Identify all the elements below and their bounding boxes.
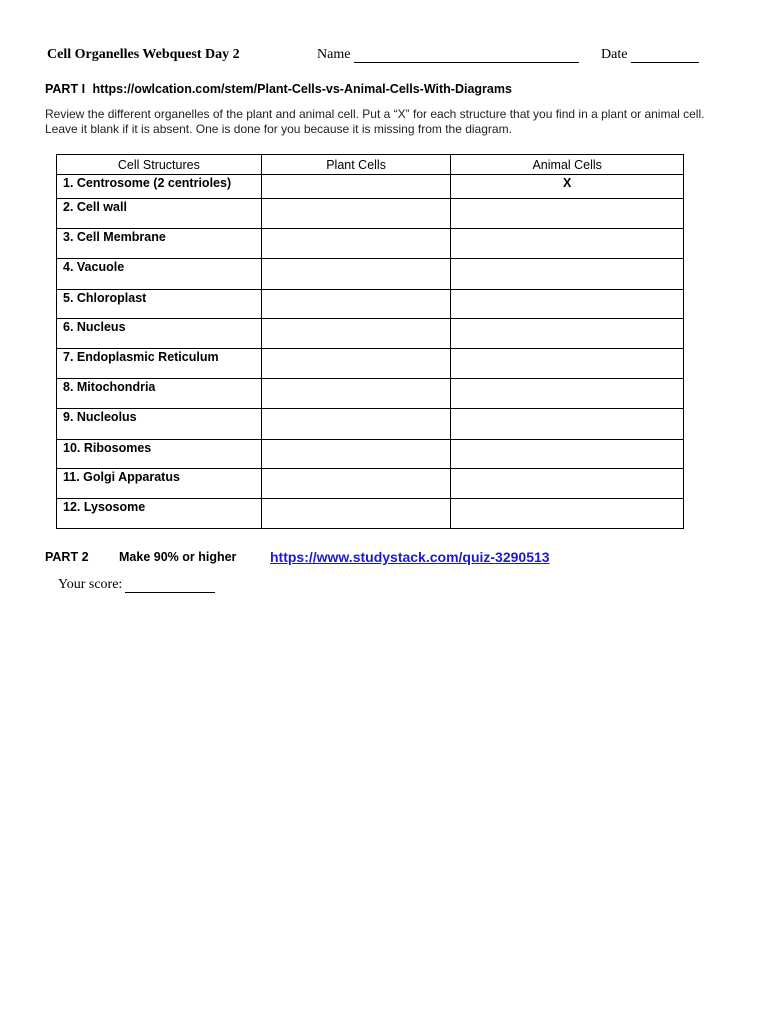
structure-cell: 4. Vacuole: [57, 259, 262, 290]
date-field[interactable]: [601, 47, 699, 63]
structure-cell: 5. Chloroplast: [57, 290, 262, 319]
animal-cell-mark[interactable]: [451, 379, 684, 409]
plant-cell-mark[interactable]: [261, 440, 451, 469]
organelle-table: [56, 154, 684, 529]
part1-heading: [45, 82, 512, 96]
part1-url: https://owlcation.com/stem/Plant-Cells-vs-Animal-Cells-With-Diagrams: [92, 82, 512, 96]
structure-cell: 6. Nucleus: [57, 319, 262, 349]
animal-cell-mark[interactable]: [451, 469, 684, 499]
structure-cell: 1. Centrosome (2 centrioles): [57, 175, 262, 199]
part2-goal: Make 90% or higher: [119, 550, 237, 564]
animal-cell-mark[interactable]: [451, 199, 684, 229]
date-blank-line[interactable]: [631, 48, 699, 63]
structure-cell: 10. Ribosomes: [57, 440, 262, 469]
structure-cell: 7. Endoplasmic Reticulum: [57, 349, 262, 379]
plant-cell-mark[interactable]: [261, 290, 451, 319]
table-row: [57, 499, 684, 529]
structure-cell: 8. Mitochondria: [57, 379, 262, 409]
date-label: Date: [601, 47, 628, 62]
plant-cell-mark[interactable]: [261, 229, 451, 259]
worksheet-title: Cell Organelles Webquest Day 2: [47, 47, 240, 62]
table-row: [57, 199, 684, 229]
plant-cell-mark[interactable]: [261, 199, 451, 229]
studystack-quiz-link[interactable]: https://www.studystack.com/quiz-3290513: [270, 549, 550, 565]
column-header-animal: Animal Cells: [451, 155, 684, 175]
plant-cell-mark[interactable]: [261, 409, 451, 440]
plant-cell-mark[interactable]: [261, 175, 451, 199]
table-row: [57, 409, 684, 440]
table-row: [57, 319, 684, 349]
animal-cell-mark[interactable]: [451, 409, 684, 440]
animal-cell-mark[interactable]: [451, 499, 684, 529]
table-header-row: [57, 155, 684, 175]
table-row: [57, 349, 684, 379]
animal-cell-mark[interactable]: [451, 319, 684, 349]
animal-cell-mark[interactable]: [451, 290, 684, 319]
animal-cell-mark[interactable]: [451, 349, 684, 379]
structure-cell: 2. Cell wall: [57, 199, 262, 229]
table-row: [57, 175, 684, 199]
name-blank-line[interactable]: [354, 48, 579, 63]
animal-cell-mark[interactable]: [451, 440, 684, 469]
table-row: [57, 259, 684, 290]
structure-cell: 12. Lysosome: [57, 499, 262, 529]
part1-label: PART I: [45, 82, 86, 96]
part1-instructions: Review the different organelles of the plant and animal cell. Put a “X” for each structure that you find in a plant or animal cell. Leave it blank if it is absent. One is done for you because it is missing from the diagram.: [45, 107, 705, 136]
animal-cell-mark[interactable]: X: [451, 175, 684, 199]
name-field[interactable]: [317, 47, 579, 63]
table-row: [57, 469, 684, 499]
column-header-plant: Plant Cells: [261, 155, 451, 175]
animal-cell-mark[interactable]: [451, 229, 684, 259]
table-row: [57, 290, 684, 319]
score-label: Your score:: [58, 577, 123, 592]
part2-label: PART 2: [45, 550, 89, 564]
table-row: [57, 440, 684, 469]
plant-cell-mark[interactable]: [261, 259, 451, 290]
animal-cell-mark[interactable]: [451, 259, 684, 290]
plant-cell-mark[interactable]: [261, 379, 451, 409]
structure-cell: 11. Golgi Apparatus: [57, 469, 262, 499]
name-label: Name: [317, 47, 351, 62]
structure-cell: 9. Nucleolus: [57, 409, 262, 440]
table-row: [57, 229, 684, 259]
table-row: [57, 379, 684, 409]
part2-heading: [45, 549, 550, 565]
plant-cell-mark[interactable]: [261, 469, 451, 499]
structure-cell: 3. Cell Membrane: [57, 229, 262, 259]
plant-cell-mark[interactable]: [261, 499, 451, 529]
plant-cell-mark[interactable]: [261, 319, 451, 349]
column-header-structures: Cell Structures: [57, 155, 262, 175]
score-blank-line[interactable]: [125, 578, 215, 593]
score-field[interactable]: [58, 577, 215, 593]
plant-cell-mark[interactable]: [261, 349, 451, 379]
